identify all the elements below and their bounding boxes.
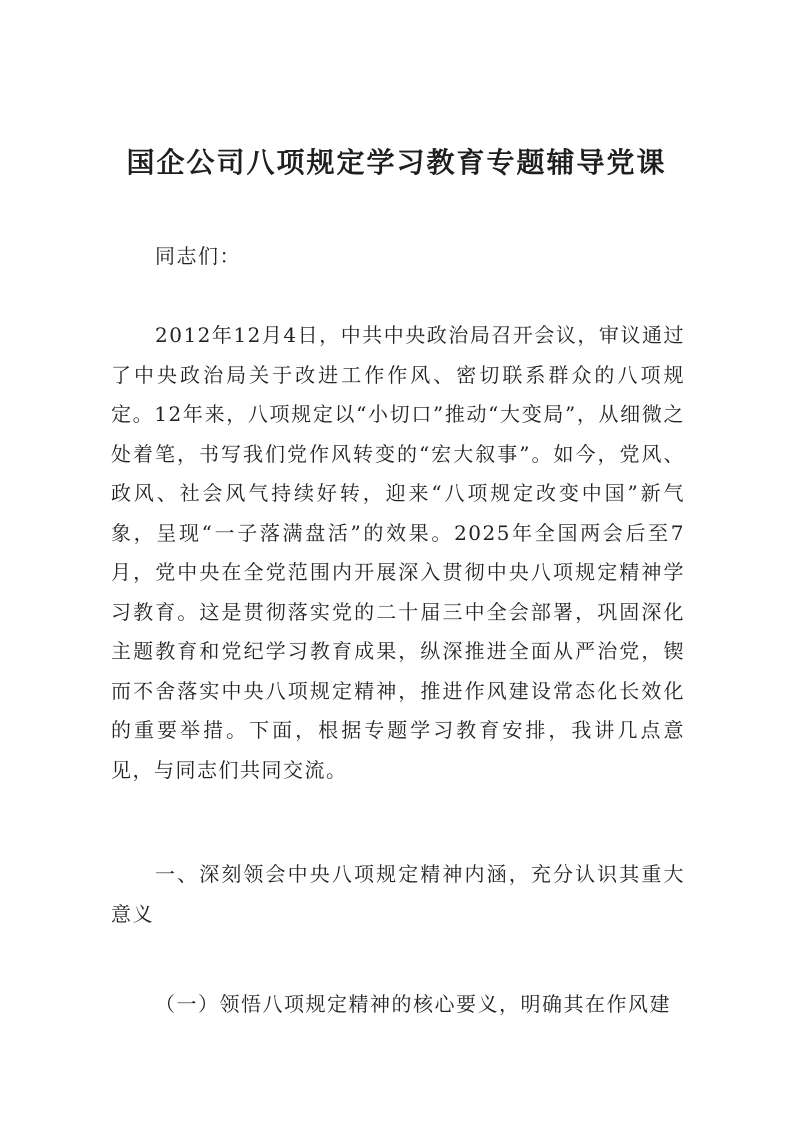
salutation: 同志们： — [155, 244, 241, 268]
subsection-heading: （一）领悟八项规定精神的核心要义，明确其在作风建 — [155, 992, 671, 1016]
section-heading: 一、深刻领会中央八项规定精神内涵，充分认识其重大意义 — [111, 862, 685, 926]
body-paragraph: 2012年12月4日，中共中央政治局召开会议，审议通过了中央政治局关于改进工作作风、密切联系群众的八项规定。12年来，八项规定以“小切口”推动“大变局”，从细微之处着笔，书写我们党作风转变的“宏大叙事”。如今，党风、政风、社会风气持续好转，迎来“八项规定改变中国”新气象，呈现“一子落满盘活”的效果。2025年全国两会后至7月，党中央在全党范围内开展深入贯彻中央八项规定精神学习教育。这是贯彻落实党的二十届三中全会部署，巩固深化主题教育和党纪学习教育成果，纵深推进全面从严治党，锲而不舍落实中央八项规定精神，推进作风建设常态化长效化的重要举措。下面，根据专题学习教育安排，我讲几点意见，与同志们共同交流。 — [111, 323, 685, 782]
document-title: 国企公司八项规定学习教育专题辅导党课 — [126, 145, 667, 179]
